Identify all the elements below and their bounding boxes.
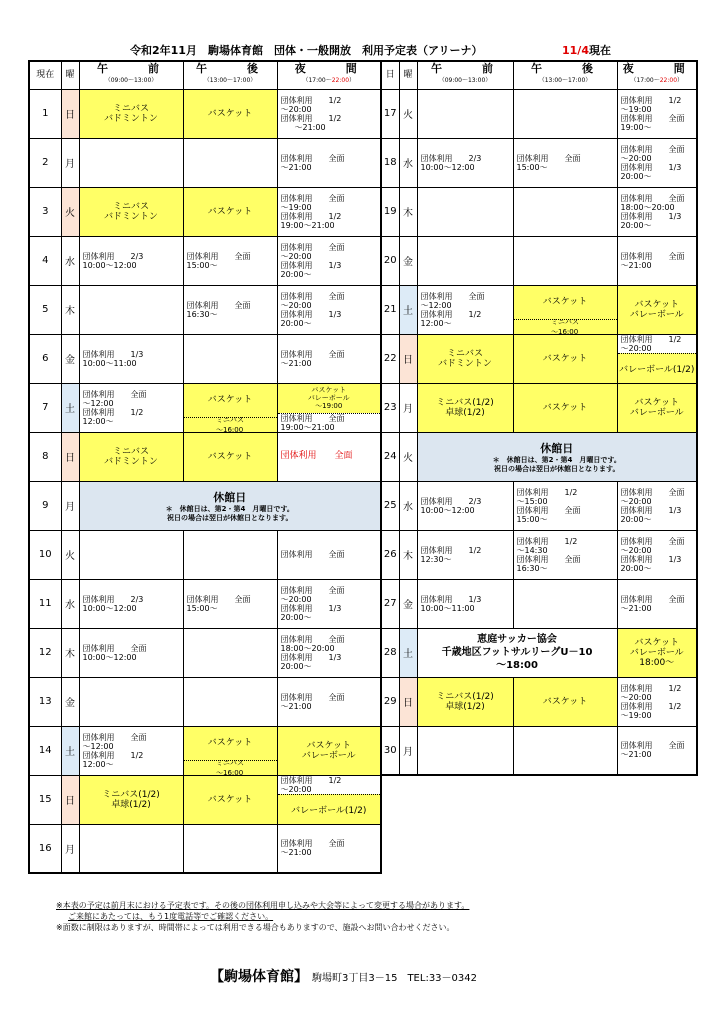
day-number: 26 <box>381 530 399 579</box>
note-2: ご来館にあたっては、もう1度電話等でご確認ください。 <box>68 912 274 921</box>
weekday: 木 <box>399 187 417 236</box>
morning-cell <box>417 726 513 775</box>
table-row <box>381 628 697 677</box>
day-number: 27 <box>381 579 399 628</box>
table-row <box>29 138 381 187</box>
notes <box>56 900 469 933</box>
weekday: 水 <box>61 579 79 628</box>
closed-day-cell: 休館日 ＊ 休館日は、第2・第4 月曜日です。 祝日の場合は翌日が休館日となります。 <box>417 432 697 481</box>
day-number: 11 <box>29 579 61 628</box>
day-number: 18 <box>381 138 399 187</box>
day-number: 12 <box>29 628 61 677</box>
weekday: 木 <box>61 285 79 334</box>
day-number: 1 <box>29 89 61 138</box>
afternoon-cell: バスケット ミニバス ～16:00 <box>183 383 277 432</box>
table-row <box>29 677 381 726</box>
weekday: 火 <box>61 530 79 579</box>
table-row <box>381 677 697 726</box>
day-number: 24 <box>381 432 399 481</box>
day-number: 10 <box>29 530 61 579</box>
table-row <box>29 824 381 873</box>
afternoon-cell <box>513 89 617 138</box>
day-number: 19 <box>381 187 399 236</box>
weekday: 金 <box>61 334 79 383</box>
day-number: 6 <box>29 334 61 383</box>
afternoon-cell: バスケット ミニバス ～16:00 <box>513 285 617 334</box>
afternoon-cell: 団体利用 全面 16:30～ <box>183 285 277 334</box>
day-number: 25 <box>381 481 399 530</box>
day-number: 22 <box>381 334 399 383</box>
table-row <box>29 383 381 432</box>
weekday: 月 <box>61 481 79 530</box>
day-number: 21 <box>381 285 399 334</box>
table-row <box>29 628 381 677</box>
table-row <box>29 89 381 138</box>
night-cell: バスケット バレーボール ～19:00 団体利用 全面 19:00～21:00 <box>277 383 381 432</box>
header-weekday: 曜 <box>399 61 417 89</box>
weekday: 金 <box>399 236 417 285</box>
morning-cell: ミニバス(1/2) 卓球(1/2) <box>417 677 513 726</box>
morning-cell: 団体利用 1/2 12:30～ <box>417 530 513 579</box>
night-cell: バスケット バレーボール <box>277 726 381 775</box>
morning-cell: ミニバス バドミントン <box>79 89 183 138</box>
header-morning: 午 前 （09:00～13:00） <box>417 61 513 89</box>
weekday: 水 <box>399 138 417 187</box>
morning-cell <box>79 530 183 579</box>
morning-cell: 団体利用 2/3 10:00～12:00 <box>79 579 183 628</box>
night-cell: 団体利用 全面 ～21:00 <box>617 236 697 285</box>
night-cell: 団体利用 全面 ～20:00 団体利用 1/3 20:00～ <box>617 138 697 187</box>
weekday: 火 <box>61 187 79 236</box>
morning-cell: 団体利用 全面 ～12:00 団体利用 1/2 12:00～ <box>417 285 513 334</box>
note-3: ※面数に制限はありますが、時間帯によっては利用できる場合もありますので、施設へお問い合わせください。 <box>56 923 455 932</box>
header-morning: 午 前 （09:00～13:00） <box>79 61 183 89</box>
closed-day-cell: 休館日 ＊ 休館日は、第2・第4 月曜日です。 祝日の場合は翌日が休館日となります。 <box>79 481 381 530</box>
night-cell: 団体利用 1/2 ～20:00 バレーボール(1/2) <box>277 775 381 824</box>
header-day: 日 <box>381 61 399 89</box>
weekday: 水 <box>399 481 417 530</box>
table-row <box>381 530 697 579</box>
day-number: 20 <box>381 236 399 285</box>
night-cell: 団体利用 全面 ～20:00 団体利用 1/3 20:00～ <box>617 481 697 530</box>
table-row <box>381 383 697 432</box>
table-row <box>29 726 381 775</box>
weekday: 金 <box>61 677 79 726</box>
afternoon-cell: 団体利用 全面 15:00～ <box>183 579 277 628</box>
day-number: 14 <box>29 726 61 775</box>
table-row <box>381 579 697 628</box>
note-1: ※本表の予定は前月末における予定表です。その後の団体利用申し込みや大会等によって変更する場合があります。 <box>56 901 470 910</box>
table-row <box>29 285 381 334</box>
weekday: 月 <box>61 824 79 873</box>
header-afternoon: 午 後 （13:00～17:00） <box>183 61 277 89</box>
footer <box>210 966 477 986</box>
table-row <box>29 236 381 285</box>
night-cell: 団体利用 1/2 ～20:00 団体利用 1/2 ～21:00 <box>277 89 381 138</box>
morning-cell: 団体利用 全面 10:00～12:00 <box>79 628 183 677</box>
header-night: 夜 間 （17:00～22:00） <box>277 61 381 89</box>
afternoon-cell: バスケット <box>513 383 617 432</box>
schedule-table-left <box>28 60 382 874</box>
table-row <box>29 432 381 481</box>
table-row <box>381 432 697 481</box>
day-number: 15 <box>29 775 61 824</box>
weekday: 土 <box>61 383 79 432</box>
day-number: 7 <box>29 383 61 432</box>
afternoon-cell: 団体利用 1/2 ～15:00 団体利用 全面 15:00～ <box>513 481 617 530</box>
night-cell: 団体利用 全面 18:00～20:00 団体利用 1/3 20:00～ <box>277 628 381 677</box>
table-row <box>381 481 697 530</box>
morning-cell: ミニバス バドミントン <box>79 432 183 481</box>
afternoon-cell: 団体利用 1/2 ～14:30 団体利用 全面 16:30～ <box>513 530 617 579</box>
table-row <box>381 187 697 236</box>
morning-cell <box>79 285 183 334</box>
day-number: 29 <box>381 677 399 726</box>
night-cell: 団体利用 全面 ～21:00 <box>277 824 381 873</box>
weekday: 日 <box>399 334 417 383</box>
table-row <box>29 187 381 236</box>
night-cell: 団体利用 全面 ～20:00 団体利用 1/3 20:00～ <box>277 236 381 285</box>
weekday: 土 <box>399 628 417 677</box>
date-value: 11/4 <box>562 44 589 57</box>
day-number: 30 <box>381 726 399 775</box>
header-afternoon: 午 後 （13:00～17:00） <box>513 61 617 89</box>
afternoon-cell: バスケット <box>513 677 617 726</box>
weekday: 木 <box>61 628 79 677</box>
morning-cell: 団体利用 2/3 10:00～12:00 <box>417 481 513 530</box>
night-cell: 団体利用 全面 <box>277 432 381 481</box>
night-cell: 団体利用 全面 ～21:00 <box>277 138 381 187</box>
schedule-table-right <box>380 60 698 776</box>
afternoon-cell <box>513 187 617 236</box>
table-row <box>381 138 697 187</box>
weekday: 火 <box>399 432 417 481</box>
table-row <box>381 285 697 334</box>
weekday: 火 <box>399 89 417 138</box>
weekday: 金 <box>399 579 417 628</box>
table-row <box>381 236 697 285</box>
night-cell: 団体利用 全面 ～21:00 <box>277 677 381 726</box>
weekday: 木 <box>399 530 417 579</box>
afternoon-cell: 団体利用 全面 15:00～ <box>183 236 277 285</box>
header-night: 夜 間 （17:00～22:00） <box>617 61 697 89</box>
page-title: 令和2年11月 駒場体育館 団体・一般開放 利用予定表（アリーナ） <box>130 44 483 57</box>
weekday: 土 <box>399 285 417 334</box>
weekday: 日 <box>399 677 417 726</box>
night-cell: 団体利用 全面 ～20:00 団体利用 1/3 20:00～ <box>277 285 381 334</box>
night-cell: 団体利用 全面 ～21:00 <box>617 726 697 775</box>
day-number: 28 <box>381 628 399 677</box>
weekday: 日 <box>61 432 79 481</box>
morning-cell: 団体利用 1/3 10:00～11:00 <box>79 334 183 383</box>
morning-cell <box>417 89 513 138</box>
event-cell: 恵庭サッカー協会 千歳地区フットサルリーグU－10 ～18:00 <box>417 628 617 677</box>
afternoon-cell <box>183 138 277 187</box>
night-cell: 団体利用 全面 ～21:00 <box>617 579 697 628</box>
date-suffix: 現在 <box>588 44 611 57</box>
morning-cell <box>417 187 513 236</box>
morning-cell: 団体利用 2/3 10:00～12:00 <box>417 138 513 187</box>
afternoon-cell <box>513 236 617 285</box>
morning-cell <box>79 677 183 726</box>
afternoon-cell: 団体利用 全面 15:00～ <box>513 138 617 187</box>
table-row <box>29 481 381 530</box>
afternoon-cell <box>183 824 277 873</box>
night-cell: バスケット バレーボール <box>617 285 697 334</box>
weekday: 日 <box>61 775 79 824</box>
weekday: 月 <box>399 726 417 775</box>
morning-cell: ミニバス(1/2) 卓球(1/2) <box>417 383 513 432</box>
night-cell: 団体利用 1/2 ～20:00 団体利用 1/2 ～19:00 <box>617 677 697 726</box>
afternoon-cell <box>183 530 277 579</box>
night-cell: 団体利用 1/2 ～19:00 団体利用 全面 19:00～ <box>617 89 697 138</box>
afternoon-cell <box>513 579 617 628</box>
night-cell: 団体利用 全面 ～20:00 団体利用 1/3 20:00～ <box>617 530 697 579</box>
morning-cell: 団体利用 全面 ～12:00 団体利用 1/2 12:00～ <box>79 383 183 432</box>
afternoon-cell: バスケット <box>183 432 277 481</box>
afternoon-cell: バスケット <box>513 334 617 383</box>
table-row <box>381 89 697 138</box>
table-row <box>29 530 381 579</box>
table-row <box>29 579 381 628</box>
facility-name: 【駒場体育館】 <box>210 969 308 985</box>
afternoon-cell: バスケット ミニバス ～16:00 <box>183 726 277 775</box>
morning-cell: 団体利用 全面 ～12:00 団体利用 1/2 12:00～ <box>79 726 183 775</box>
header-current: 現在 <box>29 61 61 89</box>
night-cell: 団体利用 全面 ～21:00 <box>277 334 381 383</box>
weekday: 日 <box>61 89 79 138</box>
morning-cell: 団体利用 2/3 10:00～12:00 <box>79 236 183 285</box>
afternoon-cell: バスケット <box>183 187 277 236</box>
night-cell: 団体利用 全面 18:00～20:00 団体利用 1/3 20:00～ <box>617 187 697 236</box>
afternoon-cell <box>513 726 617 775</box>
weekday: 水 <box>61 236 79 285</box>
day-number: 13 <box>29 677 61 726</box>
night-cell: 団体利用 全面 ～20:00 団体利用 1/3 20:00～ <box>277 579 381 628</box>
day-number: 2 <box>29 138 61 187</box>
night-cell: 団体利用 全面 ～19:00 団体利用 1/2 19:00～21:00 <box>277 187 381 236</box>
day-number: 3 <box>29 187 61 236</box>
day-number: 17 <box>381 89 399 138</box>
morning-cell <box>417 236 513 285</box>
weekday: 土 <box>61 726 79 775</box>
day-number: 16 <box>29 824 61 873</box>
night-cell: 団体利用 全面 <box>277 530 381 579</box>
weekday: 月 <box>399 383 417 432</box>
facility-address: 駒場町3丁目3－15 TEL:33－0342 <box>312 973 477 984</box>
weekday: 月 <box>61 138 79 187</box>
night-cell: バスケット バレーボール <box>617 383 697 432</box>
morning-cell <box>79 138 183 187</box>
day-number: 8 <box>29 432 61 481</box>
afternoon-cell <box>183 677 277 726</box>
morning-cell: ミニバス バドミントン <box>417 334 513 383</box>
afternoon-cell <box>183 334 277 383</box>
table-row <box>29 334 381 383</box>
night-cell: バスケット バレーボール 18:00～ <box>617 628 697 677</box>
night-cell: 団体利用 1/2 ～20:00 バレーボール(1/2) <box>617 334 697 383</box>
morning-cell: 団体利用 1/3 10:00～11:00 <box>417 579 513 628</box>
day-number: 23 <box>381 383 399 432</box>
day-number: 9 <box>29 481 61 530</box>
table-row <box>381 726 697 775</box>
day-number: 5 <box>29 285 61 334</box>
morning-cell: ミニバス バドミントン <box>79 187 183 236</box>
morning-cell <box>79 824 183 873</box>
day-number: 4 <box>29 236 61 285</box>
header-weekday: 曜 <box>61 61 79 89</box>
afternoon-cell <box>183 628 277 677</box>
table-row <box>381 334 697 383</box>
current-date <box>562 42 611 58</box>
afternoon-cell: バスケット <box>183 775 277 824</box>
table-row <box>29 775 381 824</box>
afternoon-cell: バスケット <box>183 89 277 138</box>
morning-cell: ミニバス(1/2) 卓球(1/2) <box>79 775 183 824</box>
